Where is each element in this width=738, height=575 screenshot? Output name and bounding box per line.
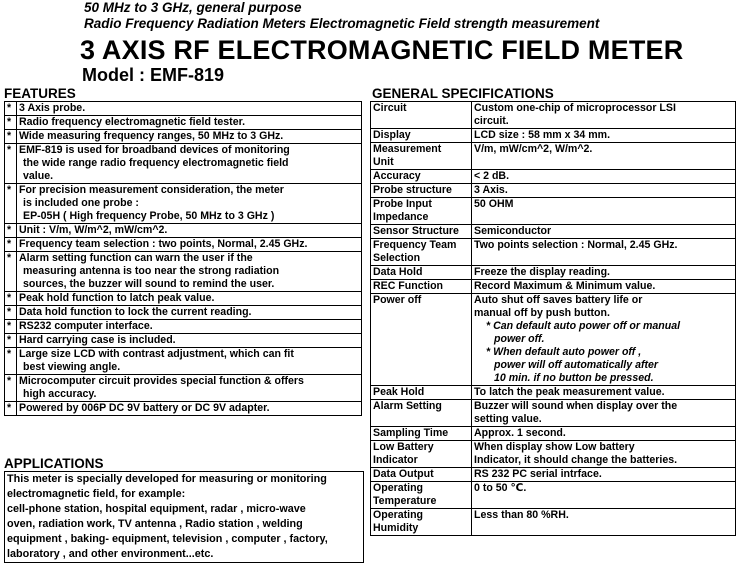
spec-value — [472, 482, 736, 509]
feature-line: For precision measurement consideration, the meter — [19, 184, 284, 196]
spec-key-line: Data Output — [373, 468, 434, 480]
power-off-note: power will off automatically after — [494, 359, 659, 371]
model-label: Model : EMF-819 — [82, 65, 225, 85]
spec-key: Power off — [371, 294, 472, 386]
power-off-note: * When default auto power off , — [486, 346, 642, 358]
feature-line: the wide range radio frequency electromagnetic field — [23, 157, 289, 169]
spec-value-line: Freeze the display reading. — [474, 266, 610, 278]
feature-bullet: * — [5, 306, 17, 320]
feature-text — [17, 252, 362, 292]
feature-row — [5, 348, 362, 375]
feature-text — [17, 184, 362, 224]
spec-row — [371, 400, 736, 427]
spec-row — [371, 266, 736, 280]
applications-line: oven, radiation work, TV antenna , Radio station , welding — [7, 518, 303, 530]
feature-row — [5, 116, 362, 130]
spec-value-line: RS 232 PC serial intrface. — [474, 468, 602, 480]
spec-key-line: REC Function — [373, 280, 444, 292]
feature-row — [5, 144, 362, 184]
spec-key-line: Alarm Setting — [373, 400, 442, 412]
spec-key-line: Unit — [373, 156, 394, 168]
power-off-note: * Can default auto power off or manual — [486, 320, 681, 332]
spec-key — [371, 143, 472, 170]
feature-bullet: * — [5, 348, 17, 375]
spec-value-line: Auto shut off saves battery life or — [474, 294, 643, 306]
spec-key-line: Impedance — [373, 211, 429, 223]
applications-line: This meter is specially developed for measuring or monitoring — [7, 473, 327, 485]
feature-text — [17, 130, 362, 144]
feature-row — [5, 334, 362, 348]
spec-value — [472, 427, 736, 441]
feature-text — [17, 402, 362, 416]
feature-bullet: * — [5, 252, 17, 292]
features-table — [4, 101, 362, 416]
spec-value — [472, 170, 736, 184]
feature-line: value. — [23, 170, 54, 182]
spec-value-line: < 2 dB. — [474, 170, 510, 182]
feature-row — [5, 238, 362, 252]
applications-line: cell-phone station, hospital equipment, radar , micro-wave — [7, 503, 306, 515]
feature-line: Wide measuring frequency ranges, 50 MHz to 3 GHz. — [19, 130, 284, 142]
feature-line: sources, the buzzer will sound to remind the user. — [23, 278, 275, 290]
spec-row — [371, 468, 736, 482]
feature-bullet: * — [5, 402, 17, 416]
spec-row — [371, 427, 736, 441]
spec-key-line: Temperature — [373, 495, 437, 507]
spec-value-line: When display show Low battery — [474, 441, 635, 453]
spec-key-line: Measurement — [373, 143, 442, 155]
spec-value — [472, 468, 736, 482]
applications-line: equipment , baking- equipment, television , computer , factory, — [7, 533, 328, 545]
spec-value-line: LCD size : 58 mm x 34 mm. — [474, 129, 611, 141]
header-line-1: 50 MHz to 3 GHz, general purpose — [84, 0, 302, 15]
page-title: 3 AXIS RF ELECTROMAGNETIC FIELD METER — [80, 35, 684, 65]
spec-key-line: Frequency Team — [373, 239, 457, 251]
power-off-note: 10 min. if no button be pressed. — [494, 372, 654, 384]
feature-bullet: * — [5, 116, 17, 130]
spec-key — [371, 427, 472, 441]
feature-line: Microcomputer circuit provides special function & offers — [19, 375, 304, 387]
spec-key-line: Operating — [373, 509, 424, 521]
spec-value-line: 50 OHM — [474, 198, 514, 210]
spec-value-line: Record Maximum & Minimum value. — [474, 280, 656, 292]
spec-value-line: setting value. — [474, 413, 542, 425]
feature-line: Unit : V/m, W/m^2, mW/cm^2. — [19, 224, 168, 236]
spec-key — [371, 441, 472, 468]
feature-line: EMF-819 is used for broadband devices of monitoring — [19, 144, 290, 156]
feature-line: Frequency team selection : two points, Normal, 2.45 GHz. — [19, 238, 308, 250]
feature-row — [5, 224, 362, 238]
feature-line: EP-05H ( High frequency Probe, 50 MHz to 3 GHz ) — [23, 210, 275, 222]
spec-value — [472, 400, 736, 427]
spec-value — [472, 198, 736, 225]
spec-key-line: Sampling Time — [373, 427, 449, 439]
feature-text — [17, 348, 362, 375]
spec-key — [371, 225, 472, 239]
feature-text — [17, 306, 362, 320]
applications-box — [4, 471, 364, 563]
applications-line: laboratory , and other environment...etc. — [7, 548, 214, 560]
spec-row — [371, 386, 736, 400]
spec-row — [371, 143, 736, 170]
feature-text — [17, 224, 362, 238]
feature-row — [5, 375, 362, 402]
specs-heading: GENERAL SPECIFICATIONS — [372, 86, 554, 101]
spec-row — [371, 239, 736, 266]
spec-value — [472, 280, 736, 294]
feature-bullet: * — [5, 224, 17, 238]
applications-heading: APPLICATIONS — [4, 456, 104, 471]
feature-line: Peak hold function to latch peak value. — [19, 292, 215, 304]
feature-row — [5, 306, 362, 320]
spec-key — [371, 129, 472, 143]
specs-table — [370, 101, 736, 536]
spec-key-line: Display — [373, 129, 411, 141]
feature-bullet: * — [5, 144, 17, 184]
spec-value — [472, 294, 736, 386]
spec-key — [371, 239, 472, 266]
feature-row — [5, 320, 362, 334]
feature-text — [17, 375, 362, 402]
spec-value-line: Buzzer will sound when display over the — [474, 400, 678, 412]
feature-text — [17, 320, 362, 334]
spec-key — [371, 102, 472, 129]
feature-bullet: * — [5, 130, 17, 144]
spec-row-power-off — [371, 294, 736, 386]
feature-line: Radio frequency electromagnetic field tester. — [19, 116, 246, 128]
feature-line: measuring antenna is too near the strong radiation — [23, 265, 280, 277]
feature-line: 3 Axis probe. — [19, 102, 86, 114]
spec-value-line: Indicator, it should change the batteries. — [474, 454, 678, 466]
spec-value — [472, 386, 736, 400]
spec-value-line: To latch the peak measurement value. — [474, 386, 665, 398]
spec-key — [371, 280, 472, 294]
feature-line: Powered by 006P DC 9V battery or DC 9V adapter. — [19, 402, 270, 414]
spec-key-line: Selection — [373, 252, 421, 264]
feature-text — [17, 102, 362, 116]
feature-line: high accuracy. — [23, 388, 97, 400]
spec-key-line: Peak Hold — [373, 386, 425, 398]
spec-row — [371, 509, 736, 536]
spec-row — [371, 441, 736, 468]
spec-value-line: Approx. 1 second. — [474, 427, 566, 439]
spec-value — [472, 184, 736, 198]
spec-key-line: Operating — [373, 482, 424, 494]
spec-key-line: Sensor Structure — [373, 225, 459, 237]
spec-row — [371, 170, 736, 184]
feature-bullet: * — [5, 238, 17, 252]
spec-value-line: Custom one-chip of microprocessor LSI — [474, 102, 676, 114]
spec-value-line: 0 to 50 ℃. — [474, 482, 527, 494]
feature-bullet: * — [5, 375, 17, 402]
feature-text — [17, 292, 362, 306]
feature-bullet: * — [5, 320, 17, 334]
spec-row — [371, 184, 736, 198]
feature-row — [5, 130, 362, 144]
feature-bullet: * — [5, 184, 17, 224]
spec-value-line: 3 Axis. — [474, 184, 508, 196]
spec-key-line: Probe Input — [373, 198, 432, 210]
spec-row — [371, 102, 736, 129]
spec-row — [371, 280, 736, 294]
feature-bullet: * — [5, 102, 17, 116]
feature-row — [5, 402, 362, 416]
feature-text — [17, 238, 362, 252]
feature-line: Hard carrying case is included. — [19, 334, 176, 346]
spec-row — [371, 482, 736, 509]
spec-value — [472, 129, 736, 143]
feature-line: RS232 computer interface. — [19, 320, 153, 332]
feature-text — [17, 334, 362, 348]
spec-key-line: Low Battery — [373, 441, 434, 453]
power-off-note: power off. — [494, 333, 545, 345]
spec-key — [371, 184, 472, 198]
feature-text — [17, 144, 362, 184]
spec-key — [371, 400, 472, 427]
spec-key — [371, 266, 472, 280]
feature-row — [5, 102, 362, 116]
spec-value-line: circuit. — [474, 115, 509, 127]
spec-key-line: Accuracy — [373, 170, 421, 182]
applications-line: electromagnetic field, for example: — [7, 488, 186, 500]
spec-value-line: Less than 80 %RH. — [474, 509, 569, 521]
feature-line: is included one probe : — [23, 197, 139, 209]
feature-bullet: * — [5, 334, 17, 348]
spec-key — [371, 170, 472, 184]
spec-row — [371, 129, 736, 143]
spec-value — [472, 509, 736, 536]
spec-row — [371, 198, 736, 225]
spec-value-line: manual off by push button. — [474, 307, 610, 319]
spec-value — [472, 239, 736, 266]
spec-key-line: Probe structure — [373, 184, 452, 196]
spec-row — [371, 225, 736, 239]
feature-row — [5, 184, 362, 224]
spec-value-line: Semiconductor — [474, 225, 552, 237]
spec-key — [371, 482, 472, 509]
feature-row — [5, 292, 362, 306]
spec-key — [371, 386, 472, 400]
features-heading: FEATURES — [4, 86, 76, 101]
spec-value — [472, 143, 736, 170]
spec-value — [472, 102, 736, 129]
spec-key-line: Data Hold — [373, 266, 423, 278]
spec-key-line: Circuit — [373, 102, 407, 114]
spec-key — [371, 468, 472, 482]
spec-key-line: Humidity — [373, 522, 419, 534]
feature-line: Data hold function to lock the current reading. — [19, 306, 252, 318]
spec-value-line: V/m, mW/cm^2, W/m^2. — [474, 143, 593, 155]
feature-line: Alarm setting function can warn the user if the — [19, 252, 253, 264]
header-line-2: Radio Frequency Radiation Meters Electromagnetic Field strength measurement — [84, 16, 600, 31]
spec-value-line: Two points selection : Normal, 2.45 GHz. — [474, 239, 678, 251]
spec-value — [472, 441, 736, 468]
feature-text — [17, 116, 362, 130]
spec-value — [472, 266, 736, 280]
feature-row — [5, 252, 362, 292]
spec-value — [472, 225, 736, 239]
feature-bullet: * — [5, 292, 17, 306]
feature-line: best viewing angle. — [23, 361, 121, 373]
spec-key-line: Indicator — [373, 454, 418, 466]
spec-key — [371, 198, 472, 225]
spec-key — [371, 509, 472, 536]
feature-line: Large size LCD with contrast adjustment, which can fit — [19, 348, 294, 360]
